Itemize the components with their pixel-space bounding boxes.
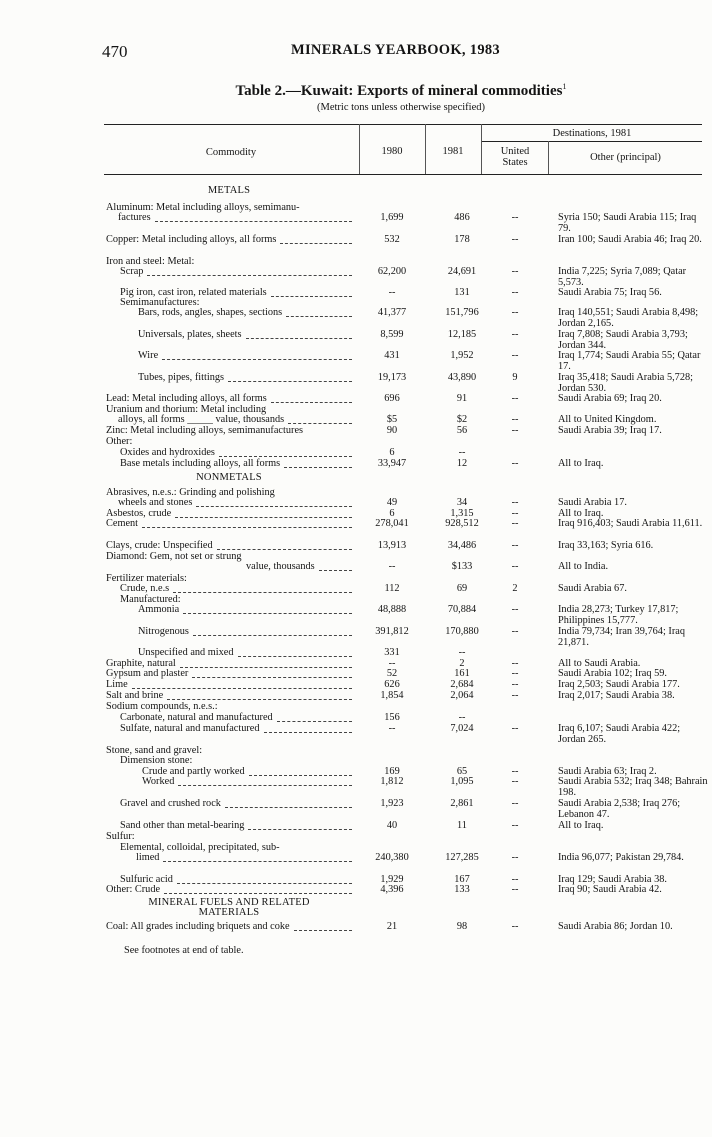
destinations-other: Saudi Arabia 532; Iraq 348; Bahrain 198. xyxy=(558,776,708,798)
dot-leader xyxy=(248,829,352,830)
commodity-label: alloys, all forms _____ value, thousands xyxy=(118,414,285,425)
value-1981: 98 xyxy=(456,921,468,932)
destinations-other: Iraq 916,403; Saudi Arabia 11,611. xyxy=(558,518,703,529)
commodity-label: Graphite, natural xyxy=(106,658,176,669)
destinations-other: Syria 150; Saudi Arabia 115; Iraq 79. xyxy=(558,212,697,234)
value-1980: 40 xyxy=(386,820,398,831)
commodity-label: Other: Crude xyxy=(106,884,161,895)
value-united-states: -- xyxy=(511,690,519,701)
col-header-united-states: United States xyxy=(500,146,530,168)
destinations-other: All to United Kingdom. xyxy=(558,414,657,425)
value-united-states: -- xyxy=(511,414,519,425)
commodity-label: Manufactured: xyxy=(120,594,181,605)
value-1980: 48,888 xyxy=(377,604,407,615)
destinations-other: Iraq 33,163; Syria 616. xyxy=(558,540,654,551)
value-1981: 2,064 xyxy=(450,690,474,701)
value-united-states: -- xyxy=(511,425,519,436)
dot-leader xyxy=(217,549,352,550)
value-1981: 11 xyxy=(457,820,467,831)
value-1980: 21 xyxy=(386,921,398,932)
commodity-label: Oxides and hydroxides xyxy=(120,447,215,458)
value-united-states: -- xyxy=(511,329,519,340)
value-1980: -- xyxy=(388,658,396,669)
dot-leader xyxy=(167,699,352,700)
commodity-label: Diamond: Gem, not set or strung xyxy=(106,551,242,562)
destinations-other: Saudi Arabia 86; Jordan 10. xyxy=(558,921,673,932)
dot-leader xyxy=(175,517,352,518)
commodity-label: Worked xyxy=(142,776,175,787)
value-1981: 1,095 xyxy=(450,776,474,787)
value-1981: 43,890 xyxy=(447,372,477,383)
destinations-other: Iraq 1,774; Saudi Arabia 55; Qatar 17. xyxy=(558,350,701,372)
value-united-states: -- xyxy=(511,266,519,277)
value-1981: -- xyxy=(458,647,466,658)
value-1981: 2,861 xyxy=(450,798,474,809)
page-number: 470 xyxy=(102,42,128,61)
value-united-states: -- xyxy=(511,884,519,895)
value-1980: 169 xyxy=(384,766,400,777)
commodity-label: Crude and partly worked xyxy=(142,766,245,777)
dot-leader xyxy=(288,423,352,424)
value-1980: 19,173 xyxy=(377,372,407,383)
dot-leader xyxy=(147,275,352,276)
value-1981: 65 xyxy=(456,766,468,777)
destinations-other: Saudi Arabia 2,538; Iraq 276; Lebanon 47. xyxy=(558,798,681,820)
value-1980: -- xyxy=(388,287,396,298)
commodity-label: Sulfuric acid xyxy=(120,874,173,885)
table-title-text: Table 2.—Kuwait: Exports of mineral commodities xyxy=(235,83,563,99)
dot-leader xyxy=(178,785,352,786)
value-1980: 8,599 xyxy=(380,329,404,340)
value-1981: 127,285 xyxy=(445,852,479,863)
value-united-states: -- xyxy=(511,626,519,637)
destinations-other: All to Iraq. xyxy=(558,458,604,469)
destinations-other: Iraq 35,418; Saudi Arabia 5,728; Jordan 530. xyxy=(558,372,693,394)
value-1980: 156 xyxy=(384,712,400,723)
commodity-label: Base metals including alloys, all forms xyxy=(120,458,281,469)
dot-leader xyxy=(155,221,352,222)
destinations-other: All to Saudi Arabia. xyxy=(558,658,641,669)
commodity-label: Other: xyxy=(106,436,133,447)
commodity-label: Lime xyxy=(106,679,128,690)
commodity-label: limed xyxy=(136,852,160,863)
commodity-label: Dimension stone: xyxy=(120,755,193,766)
destinations-other: Saudi Arabia 75; Iraq 56. xyxy=(558,287,662,298)
value-1980: 6 xyxy=(389,508,395,519)
destinations-other: India 28,273; Turkey 17,817; Philippines 15,777. xyxy=(558,604,679,626)
commodity-label: value, thousands xyxy=(246,561,315,572)
commodity-label: Salt and brine xyxy=(106,690,164,701)
value-1980: 391,812 xyxy=(375,626,409,637)
value-united-states: -- xyxy=(511,458,519,469)
value-1980: 240,380 xyxy=(375,852,409,863)
commodity-label: Sodium compounds, n.e.s.: xyxy=(106,701,218,712)
value-1981: 34 xyxy=(456,497,468,508)
destinations-other: India 96,077; Pakistan 29,784. xyxy=(558,852,684,863)
commodity-label: Pig iron, cast iron, related materials xyxy=(120,287,267,298)
value-1981: 12,185 xyxy=(447,329,477,340)
commodity-label: Cement xyxy=(106,518,139,529)
value-united-states: 9 xyxy=(512,372,518,383)
value-1981: 91 xyxy=(456,393,468,404)
section-heading: NONMETALS xyxy=(196,472,262,483)
value-1981: 7,024 xyxy=(450,723,474,734)
value-united-states: -- xyxy=(511,508,519,519)
value-1980: -- xyxy=(388,723,396,734)
commodity-label: Stone, sand and gravel: xyxy=(106,745,203,756)
dot-leader xyxy=(196,506,352,507)
value-1981: -- xyxy=(458,447,466,458)
value-united-states: -- xyxy=(511,766,519,777)
destinations-other: Iraq 2,017; Saudi Arabia 38. xyxy=(558,690,675,701)
value-1980: 1,812 xyxy=(380,776,404,787)
value-united-states: -- xyxy=(511,561,519,572)
commodity-label: Tubes, pipes, fittings xyxy=(138,372,225,383)
value-united-states: -- xyxy=(511,658,519,669)
value-1981: 70,884 xyxy=(447,604,477,615)
dot-leader xyxy=(162,359,352,360)
commodity-label: Gypsum and plaster xyxy=(106,668,189,679)
value-united-states: -- xyxy=(511,798,519,809)
dot-leader xyxy=(219,456,352,457)
dot-leader xyxy=(177,883,352,884)
value-1981: 56 xyxy=(456,425,468,436)
commodity-label: wheels and stones xyxy=(118,497,193,508)
value-1981: 170,880 xyxy=(445,626,479,637)
section-heading: MATERIALS xyxy=(198,907,260,918)
value-1981: 12 xyxy=(456,458,468,469)
value-united-states: -- xyxy=(511,723,519,734)
value-1981: -- xyxy=(458,712,466,723)
value-united-states: -- xyxy=(511,307,519,318)
value-1980: 41,377 xyxy=(377,307,407,318)
commodity-label: Carbonate, natural and manufactured xyxy=(120,712,273,723)
value-1981: 133 xyxy=(454,884,470,895)
destinations-other: Iraq 129; Saudi Arabia 38. xyxy=(558,874,667,885)
commodity-label: Crude, n.e.s xyxy=(120,583,170,594)
commodity-label: Aluminum: Metal including alloys, semimanu- xyxy=(106,202,300,213)
commodity-label: Sulfur: xyxy=(106,831,135,842)
value-1981: 24,691 xyxy=(447,266,477,277)
commodity-label: Sulfate, natural and manufactured xyxy=(120,723,260,734)
destinations-other: Saudi Arabia 17. xyxy=(558,497,627,508)
value-1980: 13,913 xyxy=(377,540,407,551)
value-1981: 151,796 xyxy=(445,307,479,318)
value-1981: 1,315 xyxy=(450,508,474,519)
commodity-label: Zinc: Metal including alloys, semimanufactures xyxy=(106,425,304,436)
value-1980: 1,854 xyxy=(380,690,404,701)
dot-leader xyxy=(173,592,352,593)
value-1981: 2,684 xyxy=(450,679,474,690)
value-1981: $133 xyxy=(451,561,473,572)
value-united-states: -- xyxy=(511,668,519,679)
destinations-other: Iraq 140,551; Saudi Arabia 8,498; Jordan 2,165. xyxy=(558,307,699,329)
commodity-label: Iron and steel: Metal: xyxy=(106,256,195,267)
value-1980: 33,947 xyxy=(377,458,407,469)
running-head: MINERALS YEARBOOK, 1983 xyxy=(291,42,500,58)
value-united-states: -- xyxy=(511,393,519,404)
value-united-states: -- xyxy=(511,776,519,787)
value-united-states: -- xyxy=(511,852,519,863)
value-united-states: -- xyxy=(511,820,519,831)
col-header-commodity: Commodity xyxy=(205,147,257,158)
dot-leader xyxy=(180,667,352,668)
commodity-label: Asbestos, crude xyxy=(106,508,172,519)
value-united-states: -- xyxy=(511,234,519,245)
destinations-other: All to India. xyxy=(558,561,609,572)
commodity-label: Copper: Metal including alloys, all forms xyxy=(106,234,277,245)
value-1980: 90 xyxy=(386,425,398,436)
dot-leader xyxy=(192,677,352,678)
value-1980: 1,699 xyxy=(380,212,404,223)
value-1980: 52 xyxy=(386,668,398,679)
dot-leader xyxy=(183,613,352,614)
dot-leader xyxy=(286,316,352,317)
commodity-label: Scrap xyxy=(120,266,144,277)
dot-leader xyxy=(246,338,352,339)
commodity-label: factures xyxy=(118,212,151,223)
value-1980: 431 xyxy=(384,350,400,361)
table-subtitle: (Metric tons unless otherwise specified) xyxy=(317,102,485,113)
dot-leader xyxy=(225,807,352,808)
destinations-other: Saudi Arabia 39; Iraq 17. xyxy=(558,425,662,436)
dot-leader xyxy=(193,635,352,636)
dot-leader xyxy=(163,861,352,862)
value-united-states: -- xyxy=(511,497,519,508)
dot-leader xyxy=(284,467,352,468)
value-1980: 6 xyxy=(389,447,395,458)
destinations-other: Iraq 7,808; Saudi Arabia 3,793; Jordan 344. xyxy=(558,329,688,351)
commodity-label: Unspecified and mixed xyxy=(138,647,234,658)
commodity-label: Bars, rods, angles, shapes, sections xyxy=(138,307,283,318)
destinations-other: Iraq 2,503; Saudi Arabia 177. xyxy=(558,679,680,690)
value-united-states: -- xyxy=(511,518,519,529)
destinations-other: Saudi Arabia 63; Iraq 2. xyxy=(558,766,657,777)
col-header-destinations: Destinations, 1981 xyxy=(552,128,632,139)
value-1981: 486 xyxy=(454,212,470,223)
destinations-other: India 79,734; Iran 39,764; Iraq 21,871. xyxy=(558,626,685,648)
value-1980: 696 xyxy=(384,393,400,404)
commodity-label: Gravel and crushed rock xyxy=(120,798,221,809)
dot-leader xyxy=(164,893,352,894)
dot-leader xyxy=(142,527,352,528)
value-united-states: 2 xyxy=(512,583,518,594)
commodity-label: Fertilizer materials: xyxy=(106,573,187,584)
commodity-label: Nitrogenous xyxy=(138,626,189,637)
value-1980: -- xyxy=(388,561,396,572)
dot-leader xyxy=(319,570,352,571)
commodity-label: Wire xyxy=(138,350,159,361)
section-heading: METALS xyxy=(207,185,251,196)
value-1981: 161 xyxy=(454,668,470,679)
commodity-label: Uranium and thorium: Metal including xyxy=(106,404,267,415)
value-united-states: -- xyxy=(511,350,519,361)
destinations-other: India 7,225; Syria 7,089; Qatar 5,573. xyxy=(558,266,687,288)
value-united-states: -- xyxy=(511,212,519,223)
value-1980: $5 xyxy=(386,414,398,425)
value-1980: 112 xyxy=(384,583,400,594)
value-1981: 178 xyxy=(454,234,470,245)
value-united-states: -- xyxy=(511,604,519,615)
commodity-label: Coal: All grades including briquets and coke xyxy=(106,921,290,932)
value-1980: 331 xyxy=(384,647,400,658)
commodity-label: Ammonia xyxy=(138,604,180,615)
dot-leader xyxy=(238,656,352,657)
dot-leader xyxy=(277,721,352,722)
commodity-label: Lead: Metal including alloys, all forms xyxy=(106,393,267,404)
commodity-label: Sand other than metal-bearing xyxy=(120,820,245,831)
value-1981: 34,486 xyxy=(447,540,477,551)
value-1980: 62,200 xyxy=(377,266,407,277)
value-1981: 1,952 xyxy=(450,350,474,361)
destinations-other: Iran 100; Saudi Arabia 46; Iraq 20. xyxy=(558,234,702,245)
commodity-label: Elemental, colloidal, precipitated, sub- xyxy=(120,842,280,853)
dot-leader xyxy=(294,930,352,931)
value-1980: 1,929 xyxy=(380,874,404,885)
value-1981: $2 xyxy=(456,414,468,425)
section-heading: MINERAL FUELS AND RELATED xyxy=(148,897,310,908)
value-1981: 69 xyxy=(456,583,468,594)
destinations-other: All to Iraq. xyxy=(558,820,604,831)
dot-leader xyxy=(228,381,352,382)
value-1980: 532 xyxy=(384,234,400,245)
commodity-label: Clays, crude: Unspecified xyxy=(106,540,213,551)
dot-leader xyxy=(264,732,352,733)
dot-leader xyxy=(271,296,352,297)
col-header-1981: 1981 xyxy=(442,146,464,157)
destinations-other: Saudi Arabia 67. xyxy=(558,583,627,594)
value-1980: 626 xyxy=(384,679,400,690)
value-united-states: -- xyxy=(511,287,519,298)
value-1980: 1,923 xyxy=(380,798,404,809)
value-1980: 4,396 xyxy=(380,884,404,895)
dot-leader xyxy=(249,775,352,776)
value-1981: 167 xyxy=(454,874,470,885)
destinations-other: Iraq 6,107; Saudi Arabia 422; Jordan 265. xyxy=(558,723,681,745)
value-united-states: -- xyxy=(511,921,519,932)
col-header-1980: 1980 xyxy=(381,146,403,157)
destinations-other: Saudi Arabia 69; Iraq 20. xyxy=(558,393,662,404)
dot-leader xyxy=(280,243,352,244)
value-united-states: -- xyxy=(511,874,519,885)
value-1981: 928,512 xyxy=(445,518,479,529)
title-footnote-marker: 1 xyxy=(562,82,567,91)
value-united-states: -- xyxy=(511,679,519,690)
dot-leader xyxy=(132,688,352,689)
commodity-label: Abrasives, n.e.s.: Grinding and polishing xyxy=(106,487,275,498)
dot-leader xyxy=(271,402,352,403)
col-header-other-principal: Other (principal) xyxy=(590,152,661,163)
value-1980: 278,041 xyxy=(375,518,409,529)
value-1981: 131 xyxy=(454,287,470,298)
destinations-other: Iraq 90; Saudi Arabia 42. xyxy=(558,884,662,895)
destinations-other: Saudi Arabia 102; Iraq 59. xyxy=(558,668,667,679)
value-1980: 49 xyxy=(386,497,398,508)
commodity-label: Semimanufactures: xyxy=(120,297,200,308)
footnote: See footnotes at end of table. xyxy=(124,945,244,956)
commodity-label: Universals, plates, sheets xyxy=(138,329,242,340)
destinations-other: All to Iraq. xyxy=(558,508,604,519)
value-1981: 2 xyxy=(459,658,465,669)
value-united-states: -- xyxy=(511,540,519,551)
